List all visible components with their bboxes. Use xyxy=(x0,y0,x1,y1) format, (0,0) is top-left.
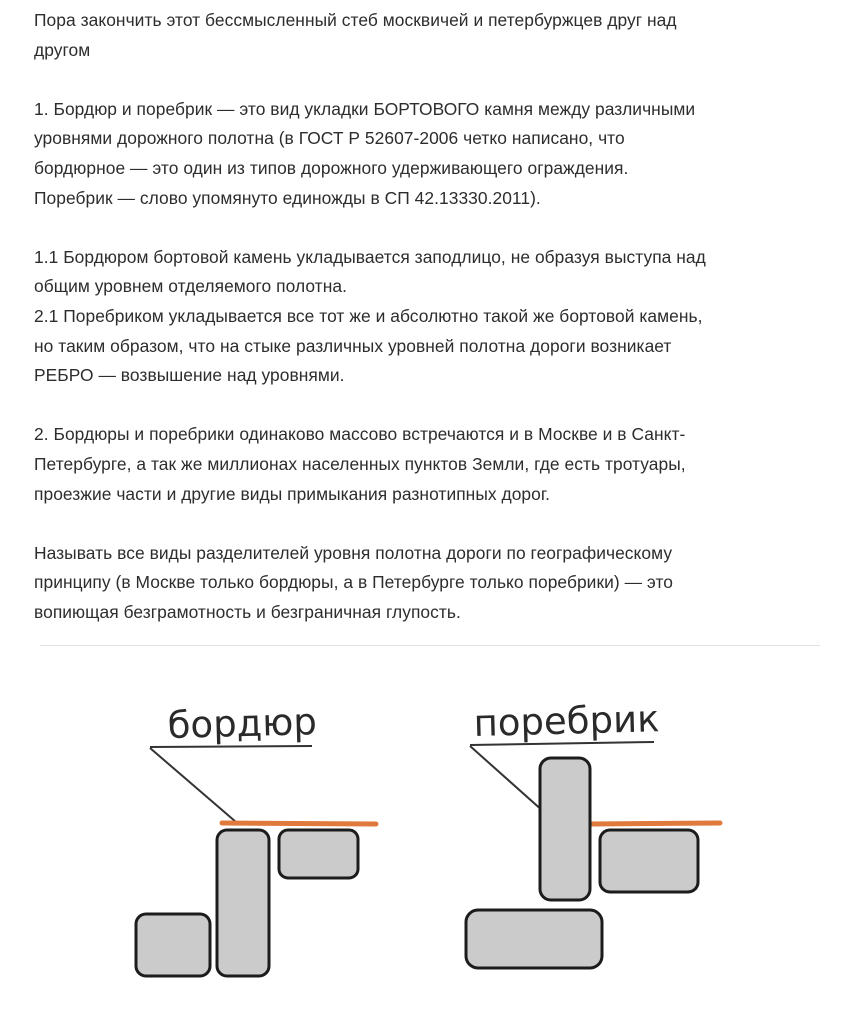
curb-illustration xyxy=(0,650,857,1024)
text-line: общим уровнем отделяемого полотна. xyxy=(34,276,347,297)
text-line: бордюрное — это один из типов дорожного удерживающего ограждения. xyxy=(34,157,629,178)
point-2-paragraph xyxy=(34,420,834,509)
text-line: другом xyxy=(34,39,91,60)
text-line: 2. Бордюры и поребрики одинаково массово встречаются и в Москве и в Санкт- xyxy=(34,424,686,445)
intro-paragraph xyxy=(34,6,834,65)
porebrik-label: поребрик xyxy=(473,697,660,745)
text-line: 1.1 Бордюром бортовой камень укладывается заподлицо, не образуя выступа над xyxy=(34,246,706,267)
bordyur-diagram xyxy=(136,700,376,976)
text-line: вопиющая безграмотность и безграничная глупость. xyxy=(34,601,461,622)
porebrik-lower-slab xyxy=(466,910,602,968)
text-line: уровнями дорожного полотна (в ГОСТ Р 52607-2006 четко написано, что xyxy=(34,128,625,149)
text-line: Называть все виды разделителей уровня полотна дороги по географическому xyxy=(34,542,673,563)
porebrik-curb-stone xyxy=(540,758,590,900)
text-line: но таким образом, что на стыке различных уровней полотна дороги возникает xyxy=(34,335,672,356)
text-line: Петербурге, а так же миллионах населенных пунктов Земли, где есть тротуары, xyxy=(34,453,686,474)
bordyur-label-underline xyxy=(150,746,312,747)
point-1-paragraph xyxy=(34,95,834,213)
bordyur-leader-line xyxy=(150,748,236,822)
porebrik-road-level-line xyxy=(591,823,720,824)
conclusion-paragraph xyxy=(34,539,834,628)
text-line: принципу (в Москве только бордюры, а в Петербурге только поребрики) — это xyxy=(34,572,673,593)
text-line: 2.1 Поребриком укладывается все тот же и абсолютно такой же бортовой камень, xyxy=(34,305,703,326)
text-line: 1. Бордюр и поребрик — это вид укладки БОРТОВОГО камня между различными xyxy=(34,98,696,119)
post-text xyxy=(34,6,834,657)
bordyur-road-level-line xyxy=(222,823,376,824)
text-line: РЕБРО — возвышение над уровнями. xyxy=(34,365,345,386)
porebrik-diagram xyxy=(466,697,720,968)
bordyur-label: бордюр xyxy=(167,700,318,747)
text-line: Поребрик — слово упомянуто единожды в СП 42.13330.2011). xyxy=(34,187,541,208)
bordyur-upper-slab xyxy=(279,830,358,878)
porebrik-upper-slab xyxy=(600,830,698,892)
text-line: Пора закончить этот бессмысленный стеб москвичей и петербуржцев друг над xyxy=(34,10,677,30)
bordyur-lower-slab xyxy=(136,914,210,976)
bordyur-curb-stone xyxy=(217,830,269,976)
curb-diagram xyxy=(0,650,857,1024)
point-1-1-paragraph xyxy=(34,243,834,391)
section-divider xyxy=(40,645,820,646)
text-line: проезжие части и другие виды примыкания разнотипных дорог. xyxy=(34,483,551,504)
